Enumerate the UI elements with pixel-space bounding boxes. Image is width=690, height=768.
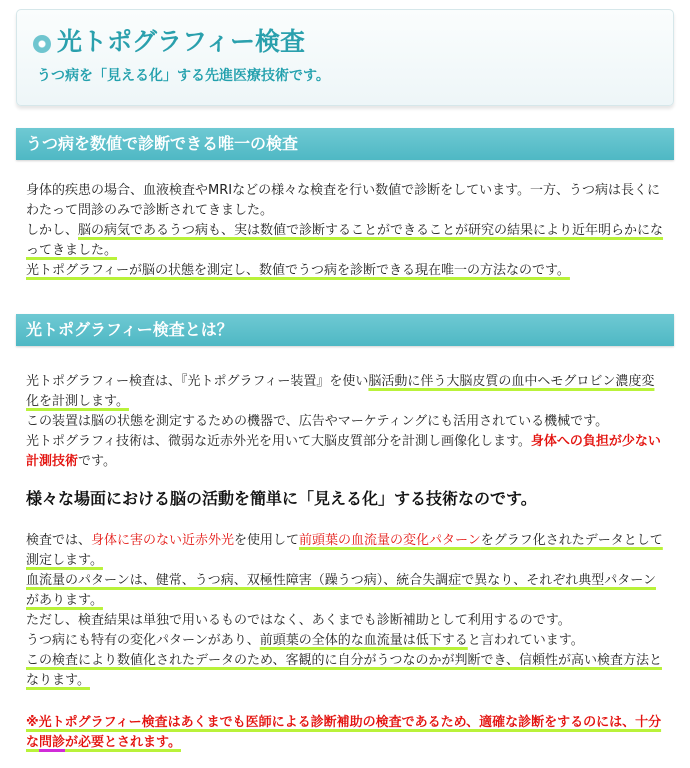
section-1-paragraph-2-highlight: 脳の病気であるうつ病も、実は数値で診断することができることが研究の結果により近年明らかになってきました。 [26, 223, 664, 258]
section-2-paragraph-7 [26, 631, 666, 651]
near-infrared-emphasis: 身体に害のない近赤外光 [91, 533, 235, 548]
section-2-paragraph-2: この装置は脳の状態を測定するための機器で、広告やマーケティングにも活用されている機械です。 [26, 414, 609, 429]
circle-bullet-icon [33, 35, 51, 53]
page-title: 光トポグラフィー検査 [57, 27, 306, 56]
diagnosis-warning [26, 713, 666, 753]
section-2-paragraph-1 [26, 372, 666, 412]
section-2-detail-body [26, 531, 666, 691]
low-burden-emphasis: 身体への負担が少ない計測技術 [26, 434, 661, 469]
blood-flow-pattern-emphasis: 前頭葉の血流量の変化パターン [299, 533, 481, 548]
section-heading-2: 光トポグラフィー検査とは？ [16, 314, 674, 346]
section-2-paragraph-4-middle: を使用して [234, 533, 300, 548]
section-1-paragraph-3 [26, 261, 666, 281]
section-2-paragraph-1-start: 光トポグラフィー検査は、『光トポグラフィー装置』を使い [26, 374, 369, 389]
section-2-paragraph-3 [26, 432, 666, 472]
page-subtitle: うつ病を「見える化」する先進医療技術です。 [37, 68, 330, 84]
section-1-paragraph-2-start: しかし、 [26, 223, 79, 238]
section-1-paragraph-2 [26, 221, 666, 261]
section-1-body [26, 181, 666, 281]
section-1-paragraph-1: 身体的疾患の場合、血液検査やMRIなどの様々な検査を行い数値で診断をしています。一方、うつ病は長くにわたって問診のみで診断されてきました。 [26, 183, 661, 218]
section-2-paragraph-5 [26, 571, 666, 611]
consultation-emphasis: 問診 [39, 735, 66, 750]
section-2-paragraph-7-start: うつ病にも特有の変化パターンがあり、 [26, 633, 260, 648]
section-2-paragraph-4-start: 検査では、 [26, 533, 92, 548]
section-2-paragraph-3-end: です。 [78, 454, 116, 469]
section-2-intro-body [26, 372, 666, 472]
section-1-paragraph-3-highlight: 光トポグラフィーが脳の状態を測定し、数値でうつ病を診断できる現在唯一の方法なのです。 [26, 263, 570, 278]
section-2-paragraph-3-start: 光トポグラフィ技術は、微弱な近赤外光を用いて大脳皮質部分を計測し画像化します。 [26, 434, 531, 449]
section-2-paragraph-4-end: をグラフ化されたデータとして測定します。 [26, 533, 663, 568]
warning-text-start: ※光トポグラフィー検査はあくまでも医師による診断補助の検査であるため、適確な診断をするのには、十分な [26, 715, 662, 750]
section-2-paragraph-6: ただし、検査結果は単独で用いるものではなく、あくまでも診断補助として利用するのです。 [26, 613, 571, 628]
section-2-paragraph-5-highlight: 血流量のパターンは、健常、うつ病、双極性障害（躁うつ病）、統合失調症で異なり、それぞれ典型パターンがあります。 [26, 573, 656, 608]
section-2-paragraph-1-highlight: 脳活動に伴う大脳皮質の血中ヘモグロビン濃度変化を計測します。 [26, 374, 655, 409]
section-2-paragraph-8-highlight: この検査により数値化されたデータのため、客観的に自分がうつなのかが判断でき、信頼性が高い検査方法となります。 [26, 653, 662, 688]
warning-text-end: が必要とされます。 [65, 735, 181, 750]
section-heading-1: うつ病を数値で診断できる唯一の検査 [16, 128, 674, 160]
frontal-lobe-flow-highlight: 前頭葉の全体的な血流量は低下する [259, 633, 468, 648]
section-2-paragraph-4 [26, 531, 666, 571]
page-header [16, 9, 674, 106]
warning-paragraph [26, 713, 666, 753]
section-2-paragraph-8 [26, 651, 666, 691]
section-2-subheading: 様々な場面における脳の活動を簡単に「見える化」する技術なのです。 [26, 489, 537, 508]
section-2-paragraph-7-end: と言われています。 [467, 633, 584, 648]
